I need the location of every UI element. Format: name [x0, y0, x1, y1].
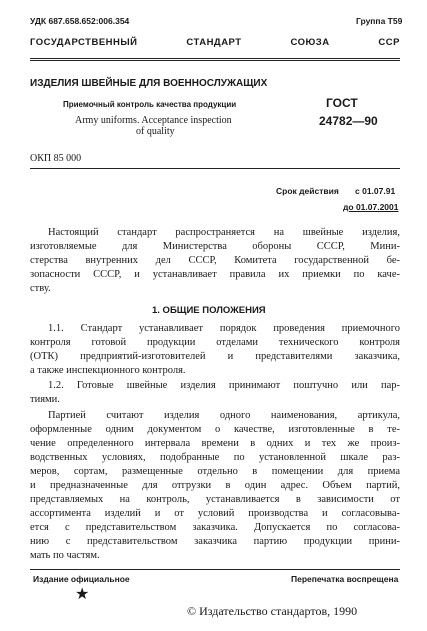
gost-number: 24782—90 — [319, 114, 378, 128]
state-standard-banner: ГОСУДАРСТВЕННЫЙ СТАНДАРТ СОЮЗА ССР — [30, 37, 400, 48]
intro-line-1: Настоящий стандарт распространяется на швейные изделия, — [48, 227, 400, 238]
reprint-prohibited: Перепечатка воспрещена — [291, 574, 399, 584]
p3-line-10: нию с представительством заказчика партию продукции прини- — [30, 536, 400, 547]
copyright: © Издательство стандартов, 1990 — [187, 604, 358, 618]
header-divider-double — [30, 60, 400, 61]
p3-line-3: чение определенного интервала времени в одних и тех же произ- — [30, 438, 400, 449]
validity-from: с 01.07.91 — [355, 186, 396, 196]
udk-code: УДК 687.658.652:006.354 — [30, 16, 130, 26]
p3-line-9: ется с представительством заказчика. Допускается по согласова- — [30, 522, 400, 533]
group-code: Группа Т59 — [356, 16, 403, 26]
section-heading: 1. ОБЩИЕ ПОЛОЖЕНИЯ — [152, 305, 266, 316]
p1-line-1: 1.1. Стандарт устанавливает порядок проведения приемочного — [48, 323, 400, 334]
document-subtitle: Приемочный контроль качества продукции — [63, 100, 237, 109]
okp-divider — [30, 168, 400, 169]
p2-line-2: тиями. — [30, 394, 60, 405]
gost-label: ГОСТ — [326, 96, 358, 110]
english-title-line1: Army uniforms. Acceptance inspection — [75, 115, 232, 126]
star-icon: ★ — [75, 586, 90, 603]
p3-line-6: и предназначенные для отгрузки в один адрес. Объем партий, — [30, 480, 400, 491]
p3-line-1: Партией считают изделия одного наименования, артикула, — [48, 410, 400, 421]
validity-to: до 01.07.2001 — [343, 202, 399, 212]
footer-divider — [30, 569, 400, 570]
header-divider — [30, 58, 400, 59]
p1-line-3: (ОТК) предприятий-изготовителей и представителями заказчика, — [30, 351, 400, 362]
p2-line-1: 1.2. Готовые швейные изделия принимают поштучно или пар- — [48, 380, 400, 391]
p1-line-2: контроля готовой продукции отделами технического контроля — [30, 337, 400, 348]
p1-line-4: а также инспекционного контроля. — [30, 365, 186, 376]
validity-label: Срок действия — [276, 186, 339, 196]
p3-line-5: меров, сортам, размещенные отдельно в помещении для приема — [30, 466, 400, 477]
p3-line-8: ассортимента изделий и от условий производства и согласовыва- — [30, 508, 400, 519]
okp-code: ОКП 85 000 — [30, 153, 82, 164]
intro-line-5: ству. — [30, 283, 51, 294]
p3-line-4: водственных условиях, подобранные по установленной шкале раз- — [30, 452, 400, 463]
p3-line-7: представляемых на контроль, устанавливается в зависимости от — [30, 494, 400, 505]
document-title: ИЗДЕЛИЯ ШВЕЙНЫЕ ДЛЯ ВОЕННОСЛУЖАЩИХ — [30, 78, 268, 89]
intro-line-3: стерства внутренних дел СССР, Комитета государственной бе- — [30, 255, 400, 266]
intro-line-4: зопасности СССР, и устанавливает правила их приемки по каче- — [30, 269, 400, 280]
p3-line-2: оформленные одним документом о качестве, изготовленные в те- — [30, 424, 400, 435]
official-edition: Издание официальное — [33, 574, 130, 584]
english-title-line2: of quality — [136, 126, 175, 137]
p3-line-11: мать по частям. — [30, 550, 100, 561]
intro-line-2: изготовляемые для Министерства обороны СССР, Мини- — [30, 241, 400, 252]
